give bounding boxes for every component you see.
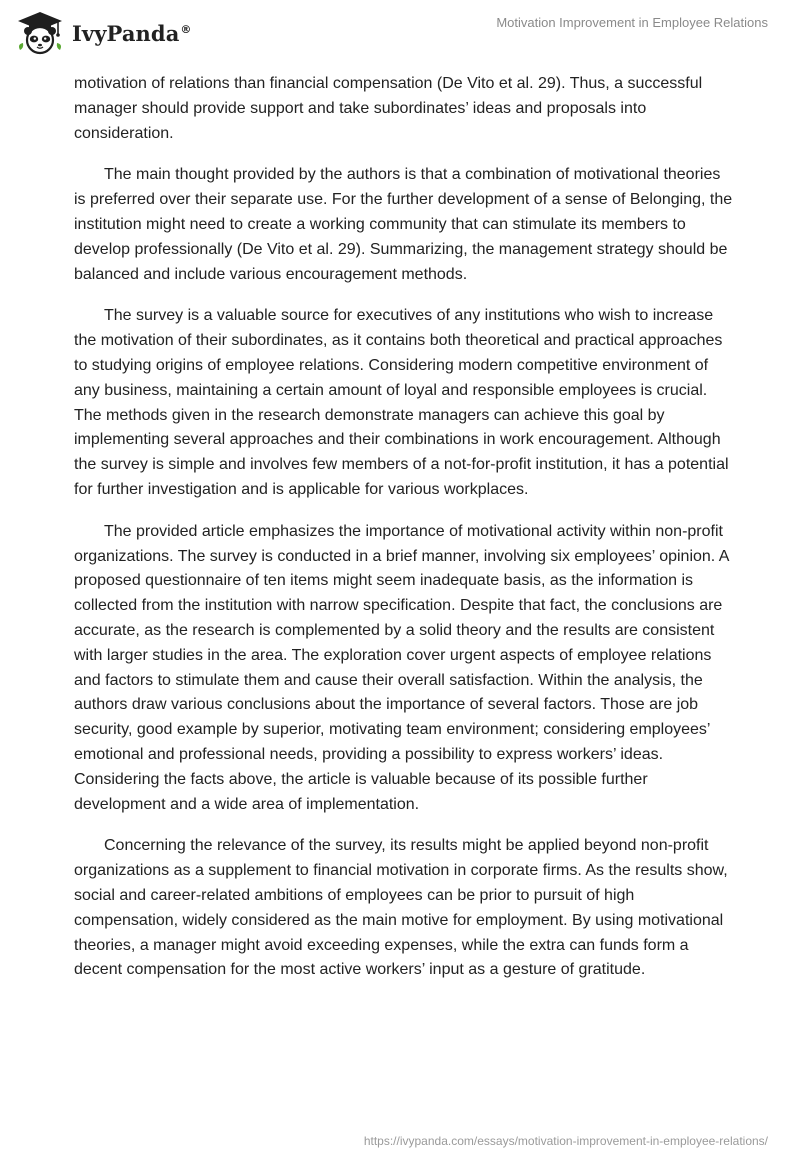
paragraph-1: motivation of relations than financial compensation (De Vito et al. 29). Thus, a successful manager should provide support and take subordinates’ ideas and proposals into consideration.: [74, 75, 703, 142]
document-title: Motivation Improvement in Employee Relations: [496, 15, 768, 30]
paragraph-5: Concerning the relevance of the survey, its results might be applied beyond non-profit organizations as a supplement to financial motivation in corporate firms. As the results show, social and career-related ambitions of employees can be prior to pursuit of high compensation, widely considered as the main motive for employment. By using motivational theories, a manager might avoid exceeding expenses, while the extra can funds form a decent compensation for the most active workers’ input as a gesture of gratitude.: [74, 837, 728, 979]
page-header: [0, 0, 800, 70]
essay-body: [74, 72, 734, 1000]
paragraph-4: The provided article emphasizes the importance of motivational activity within non-profit organizations. The survey is conducted in a brief manner, involving six employees’ opinion. A proposed questionnaire of ten items might seem inadequate basis, as the information is collected from the institution with narrow specification. Despite that fact, the conclusions are accurate, as the research is complemented by a solid theory and the results are consistent with larger studies in the area. The exploration cover urgent aspects of employee relations and factors to stimulate them and cause their overall satisfaction. Within the analysis, the authors draw various conclusions about the importance of several factors. Those are job security, good example by superior, motivating team environment; considering employees’ emotional and professional needs, providing a possibility to express workers’ ideas. Considering the facts above, the article is valuable because of its possible further development and a wide area of implementation.: [74, 522, 729, 813]
ivypanda-logo[interactable]: [14, 10, 192, 56]
paragraph-2: The main thought provided by the authors is that a combination of motivational theories is preferred over their separate use. For the further development of a sense of Belonging, the institution might need to create a working community that can stimulate its members to develop professionally (De Vito et al. 29). Summarizing, the management strategy should be balanced and include various encouragement methods.: [74, 166, 733, 283]
source-url[interactable]: https://ivypanda.com/essays/motivation-improvement-in-employee-relations/: [363, 1134, 768, 1148]
paragraph-3: The survey is a valuable source for executives of any institutions who wish to increase the motivation of their subordinates, as it contains both theoretical and practical approaches to studying origins of employee relations. Considering modern competitive environment of any business, maintaining a certain amount of loyal and responsible employees is crucial. The methods given in the research demonstrate managers can achieve this goal by implementing several approaches and their combinations in work encouragement. Although the survey is simple and involves few members of a not-for-profit institution, it has a potential for further investigation and is applicable for various workplaces.: [74, 307, 729, 498]
registered-mark: ®: [180, 22, 192, 36]
brand-name: IvyPanda®: [72, 20, 192, 46]
panda-graduate-icon: [14, 10, 66, 56]
